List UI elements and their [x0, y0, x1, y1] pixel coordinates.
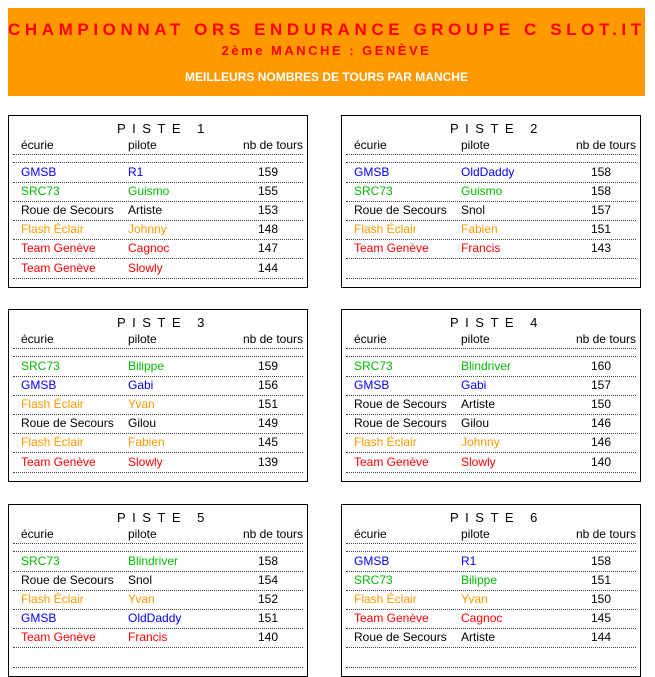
table-row — [13, 573, 303, 589]
divider — [13, 571, 303, 572]
column-header-laps: nb de tours — [575, 138, 636, 152]
table-row — [13, 435, 303, 451]
divider — [13, 647, 303, 648]
divider — [346, 182, 636, 183]
team-cell: Flash Éclair — [21, 435, 84, 450]
column-header-row — [13, 138, 303, 154]
team-cell: Roue de Secours — [21, 416, 114, 431]
team-cell: Team Genève — [354, 454, 429, 469]
divider — [13, 154, 303, 155]
divider — [346, 239, 636, 240]
table-row — [13, 203, 303, 219]
column-header-laps: nb de tours — [575, 527, 636, 541]
table-row — [346, 455, 636, 471]
column-header-laps: nb de tours — [242, 138, 303, 152]
laps-cell: 140 — [257, 630, 278, 645]
divider — [13, 609, 303, 610]
team-cell: GMSB — [354, 554, 390, 568]
table-row — [13, 222, 303, 238]
divider — [13, 667, 303, 668]
table-row — [346, 573, 636, 589]
team-cell: GMSB — [354, 378, 390, 393]
laps-cell: 156 — [257, 378, 278, 393]
driver-cell: Slowly — [461, 454, 496, 469]
team-cell: Roue de Secours — [354, 630, 447, 645]
header-banner — [8, 8, 645, 96]
table-row — [346, 435, 636, 451]
team-cell: Team Genève — [354, 611, 429, 626]
driver-cell: Francis — [461, 241, 501, 256]
piste-table — [13, 116, 303, 287]
piste-table — [13, 310, 303, 481]
column-header-row — [13, 332, 303, 348]
table-row — [346, 222, 636, 238]
table-row — [346, 203, 636, 219]
column-header-row — [346, 138, 636, 154]
team-cell: Flash Éclair — [21, 397, 84, 412]
divider — [346, 667, 636, 668]
laps-cell: 146 — [590, 416, 611, 431]
column-header-row — [346, 527, 636, 543]
driver-cell: Fabien — [128, 435, 165, 450]
table-row — [346, 416, 636, 432]
table-row — [13, 592, 303, 608]
page-caption: MEILLEURS NOMBRES DE TOURS PAR MANCHE — [185, 70, 468, 84]
driver-cell: Fabien — [461, 222, 498, 237]
driver-cell: Snol — [128, 573, 153, 588]
table-row — [13, 611, 303, 627]
team-cell: SRC73 — [354, 359, 393, 373]
team-cell: Team Genève — [21, 630, 96, 645]
table-row — [346, 241, 636, 257]
team-cell: Team Genève — [21, 241, 96, 256]
laps-cell: 154 — [257, 573, 278, 588]
laps-cell: 160 — [590, 359, 611, 373]
divider — [13, 258, 303, 259]
laps-cell: 144 — [257, 260, 278, 275]
team-cell: Roue de Secours — [354, 203, 447, 218]
divider — [13, 472, 303, 473]
table-row — [346, 592, 636, 608]
laps-cell: 145 — [590, 611, 611, 626]
driver-cell: Gabi — [128, 378, 154, 393]
piste-title: PISTE 1 — [117, 121, 211, 136]
divider — [13, 452, 303, 453]
column-header-driver: pilote — [461, 138, 490, 152]
laps-cell: 151 — [590, 573, 611, 588]
laps-cell: 149 — [257, 416, 278, 431]
divider — [346, 154, 636, 155]
divider — [13, 376, 303, 377]
column-header-laps: nb de tours — [575, 332, 636, 346]
page-title: CHAMPIONNAT ORS ENDURANCE GROUPE C SLOT.IT — [8, 20, 646, 39]
laps-cell: 145 — [257, 435, 278, 450]
laps-cell: 158 — [590, 184, 611, 199]
column-header-driver: pilote — [461, 527, 490, 541]
laps-cell: 159 — [257, 359, 278, 373]
driver-cell: Slowly — [128, 260, 163, 275]
table-row — [13, 184, 303, 200]
laps-cell: 147 — [257, 241, 278, 256]
table-row — [346, 184, 636, 200]
driver-cell: Artiste — [461, 630, 496, 645]
driver-cell: Gilou — [128, 416, 157, 431]
laps-cell: 143 — [590, 241, 611, 256]
laps-cell: 148 — [257, 222, 278, 237]
piste-panel-3 — [8, 309, 308, 482]
table-row — [13, 378, 303, 394]
piste-panel-1 — [8, 115, 308, 288]
divider — [346, 647, 636, 648]
table-row — [346, 378, 636, 394]
team-cell: Roue de Secours — [21, 573, 114, 588]
laps-cell: 158 — [590, 554, 611, 568]
driver-cell: Gilou — [461, 416, 490, 431]
driver-cell: Johnny — [461, 435, 500, 450]
table-row — [13, 554, 303, 570]
divider — [346, 395, 636, 396]
piste-table — [346, 116, 636, 287]
divider — [13, 414, 303, 415]
driver-cell: R1 — [128, 165, 144, 179]
table-row — [346, 397, 636, 413]
team-cell: Flash Éclair — [354, 592, 417, 607]
laps-cell: 151 — [257, 611, 278, 626]
team-cell: SRC73 — [354, 573, 393, 588]
driver-cell: Blindriver — [461, 359, 512, 373]
column-header-row — [346, 332, 636, 348]
divider — [346, 472, 636, 473]
divider — [13, 356, 303, 357]
table-row — [346, 611, 636, 627]
driver-cell: Cagnoc — [461, 611, 503, 626]
driver-cell: OldDaddy — [461, 165, 515, 179]
laps-cell: 152 — [257, 592, 278, 607]
table-row — [13, 397, 303, 413]
team-cell: Flash Éclair — [354, 222, 417, 237]
table-row — [13, 416, 303, 432]
laps-cell: 153 — [257, 203, 278, 218]
divider — [13, 239, 303, 240]
column-header-driver: pilote — [128, 527, 157, 541]
laps-cell: 155 — [257, 184, 278, 199]
laps-cell: 151 — [590, 222, 611, 237]
piste-panel-6 — [341, 504, 641, 677]
divider — [13, 590, 303, 591]
team-cell: Team Genève — [354, 241, 429, 256]
team-cell: SRC73 — [21, 184, 60, 199]
divider — [346, 376, 636, 377]
driver-cell: Artiste — [461, 397, 496, 412]
piste-title: PISTE 2 — [450, 121, 544, 136]
divider — [13, 162, 303, 163]
divider — [13, 628, 303, 629]
divider — [13, 543, 303, 544]
laps-cell: 159 — [257, 165, 278, 179]
driver-cell: OldDaddy — [128, 611, 182, 626]
table-row — [13, 261, 303, 277]
column-header-laps: nb de tours — [242, 527, 303, 541]
column-header-team: écurie — [354, 138, 387, 152]
team-cell: Roue de Secours — [354, 397, 447, 412]
divider — [346, 609, 636, 610]
laps-cell: 150 — [590, 397, 611, 412]
divider — [346, 590, 636, 591]
column-header-driver: pilote — [128, 332, 157, 346]
driver-cell: Francis — [128, 630, 168, 645]
driver-cell: Bilippe — [128, 359, 165, 373]
driver-cell: Guismo — [128, 184, 170, 199]
team-cell: Roue de Secours — [354, 416, 447, 431]
divider — [13, 278, 303, 279]
laps-cell: 146 — [590, 435, 611, 450]
piste-title: PISTE 6 — [450, 510, 544, 525]
laps-cell: 150 — [590, 592, 611, 607]
team-cell: GMSB — [354, 165, 390, 179]
driver-cell: Artiste — [128, 203, 163, 218]
team-cell: SRC73 — [354, 184, 393, 199]
piste-panel-4 — [341, 309, 641, 482]
driver-cell: Cagnoc — [128, 241, 170, 256]
divider — [346, 356, 636, 357]
table-row — [13, 165, 303, 181]
driver-cell: Snol — [461, 203, 486, 218]
divider — [13, 348, 303, 349]
divider — [346, 414, 636, 415]
divider — [13, 551, 303, 552]
piste-title: PISTE 5 — [117, 510, 211, 525]
laps-cell: 157 — [590, 378, 611, 393]
piste-table — [346, 310, 636, 481]
column-header-laps: nb de tours — [242, 332, 303, 346]
laps-cell: 139 — [257, 454, 278, 469]
column-header-team: écurie — [21, 138, 54, 152]
piste-title: PISTE 4 — [450, 315, 544, 330]
team-cell: GMSB — [21, 165, 57, 179]
column-header-driver: pilote — [461, 332, 490, 346]
team-cell: SRC73 — [21, 554, 60, 568]
driver-cell: Gabi — [461, 378, 487, 393]
column-header-team: écurie — [21, 332, 54, 346]
column-header-row — [13, 527, 303, 543]
team-cell: Team Genève — [21, 260, 96, 275]
driver-cell: Yvan — [461, 592, 488, 607]
team-cell: GMSB — [21, 611, 57, 626]
laps-cell: 140 — [590, 454, 611, 469]
divider — [346, 571, 636, 572]
page-subtitle: 2ème MANCHE : GENÈVE — [221, 43, 432, 58]
table-row — [13, 359, 303, 375]
team-cell: Team Genève — [21, 454, 96, 469]
team-cell: SRC73 — [21, 359, 60, 373]
team-cell: Flash Éclair — [21, 222, 84, 237]
driver-cell: Blindriver — [128, 554, 179, 568]
driver-cell: Yvan — [128, 592, 155, 607]
table-row — [13, 241, 303, 257]
driver-cell: Bilippe — [461, 573, 498, 588]
table-row — [13, 455, 303, 471]
laps-cell: 158 — [590, 165, 611, 179]
piste-table — [13, 505, 303, 676]
driver-cell: Johnny — [128, 222, 167, 237]
divider — [346, 162, 636, 163]
laps-cell: 158 — [257, 554, 278, 568]
table-row — [13, 630, 303, 646]
column-header-driver: pilote — [128, 138, 157, 152]
divider — [346, 258, 636, 259]
team-cell: Flash Éclair — [21, 592, 84, 607]
piste-panel-2 — [341, 115, 641, 288]
piste-panel-5 — [8, 504, 308, 677]
team-cell: Roue de Secours — [21, 203, 114, 218]
table-row — [346, 630, 636, 646]
divider — [346, 278, 636, 279]
divider — [346, 543, 636, 544]
driver-cell: Slowly — [128, 454, 163, 469]
laps-cell: 151 — [257, 397, 278, 412]
driver-cell: Yvan — [128, 397, 155, 412]
driver-cell: Guismo — [461, 184, 503, 199]
table-row — [346, 165, 636, 181]
divider — [346, 452, 636, 453]
team-cell: GMSB — [21, 378, 57, 393]
driver-cell: R1 — [461, 554, 477, 568]
divider — [13, 182, 303, 183]
laps-cell: 144 — [590, 630, 611, 645]
column-header-team: écurie — [21, 527, 54, 541]
piste-title: PISTE 3 — [117, 315, 211, 330]
column-header-team: écurie — [354, 527, 387, 541]
table-row — [346, 359, 636, 375]
divider — [13, 395, 303, 396]
divider — [346, 348, 636, 349]
laps-cell: 157 — [590, 203, 611, 218]
column-header-team: écurie — [354, 332, 387, 346]
piste-table — [346, 505, 636, 676]
divider — [13, 201, 303, 202]
team-cell: Flash Éclair — [354, 435, 417, 450]
divider — [346, 628, 636, 629]
table-row — [346, 554, 636, 570]
divider — [346, 551, 636, 552]
divider — [346, 201, 636, 202]
